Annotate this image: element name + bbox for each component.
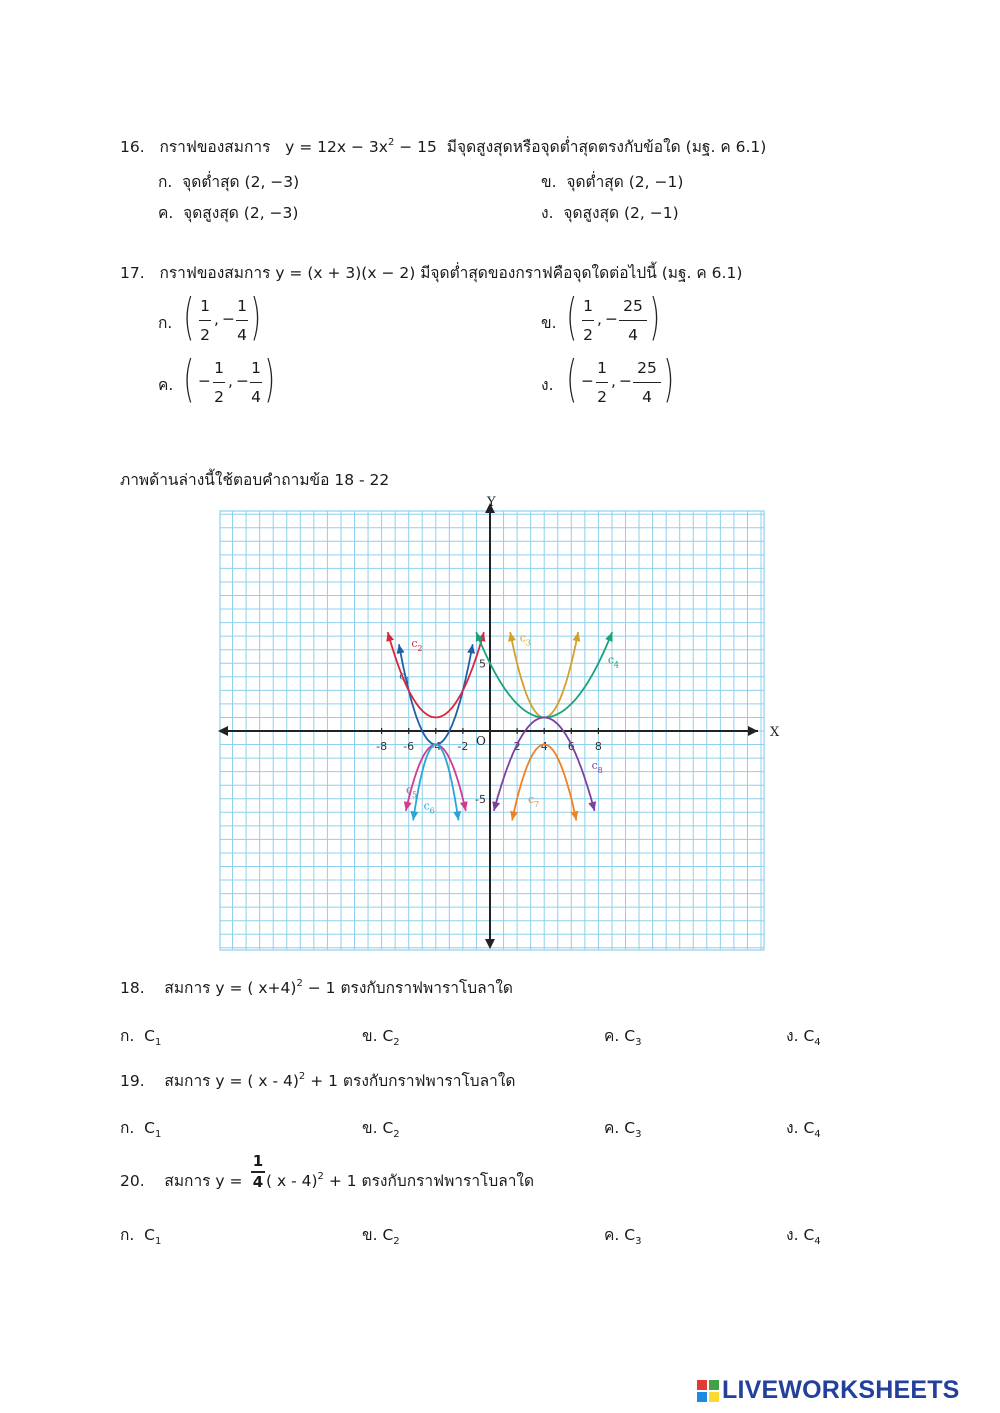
- q20-option-c[interactable]: ค. $C_3$: [604, 1226, 642, 1247]
- question-number: 17.: [120, 264, 145, 282]
- series-label-c6: c: [423, 799, 430, 813]
- x-tick-label: 4: [540, 740, 548, 753]
- series-label-c5: c: [405, 783, 413, 797]
- q16-option-c[interactable]: ค. จุดสูงสุด (2, −3): [158, 204, 299, 222]
- left-paren: (: [183, 288, 195, 346]
- q19-stem: 19. สมการ y = ( x - 4)$^2$ + 1 ตรงกับกราฟพาราโบลาใด: [120, 1071, 516, 1090]
- q20-fraction: 1 4: [252, 1152, 264, 1191]
- question-number: 18.: [120, 979, 145, 997]
- arrowhead-c5: [460, 801, 468, 811]
- series-label-sub-c4: 4: [613, 660, 619, 670]
- graph-intro: ภาพด้านล่างนี้ใช้ตอบคำถามข้อ 18 - 22: [120, 471, 390, 489]
- q20-stem: 20. สมการ y =: [120, 1172, 243, 1190]
- y-fraction: 25 4: [633, 357, 661, 408]
- q18-option-d[interactable]: ง. $C_4$: [786, 1027, 821, 1048]
- x-fraction: 1 2: [597, 359, 607, 406]
- liveworksheets-logo: [697, 1376, 960, 1405]
- logo-blocks-icon: [697, 1380, 719, 1402]
- series-label-sub-c6: 6: [429, 806, 435, 816]
- q16-stem: [120, 134, 766, 159]
- right-paren: ): [264, 350, 276, 408]
- q18-option-a[interactable]: ก. $C_1$: [120, 1027, 162, 1048]
- y-fraction: 25 4: [619, 295, 647, 346]
- q17-text: กราฟของสมการ y = (x + 3)(x − 2) มีจุดต่ำสุดของกราฟคือจุดใดต่อไปนี้ (มฐ. ค 6.1): [159, 264, 743, 282]
- arrowhead-c6: [411, 811, 419, 821]
- q18-option-c[interactable]: ค. $C_3$: [604, 1027, 642, 1048]
- q16-option-a[interactable]: ก. จุดต่ำสุด (2, −3): [158, 173, 300, 191]
- series-label-sub-c5: 5: [411, 790, 418, 800]
- left-paren: (: [183, 350, 195, 408]
- series-label-c1: c: [399, 669, 406, 683]
- series-label-c3: c: [519, 631, 526, 645]
- q16-equation: $y = 12x - 3x^2 - 15$: [285, 137, 437, 156]
- right-paren: ): [250, 288, 262, 346]
- q17-option-d[interactable]: ง. ( − 1 2 , − 25 4 ): [541, 350, 675, 408]
- arrowhead-c3: [508, 632, 516, 642]
- right-paren: ): [663, 350, 675, 408]
- q16-text-pre: กราฟของสมการ: [159, 138, 271, 156]
- q19-option-a[interactable]: ก. $C_1$: [120, 1119, 162, 1140]
- y-fraction: 1 4: [237, 297, 247, 344]
- y-tick-label: 5: [479, 657, 486, 671]
- left-paren: (: [566, 350, 578, 408]
- series-label-c7: c: [527, 792, 535, 806]
- x-tick-label: 2: [513, 740, 521, 753]
- arrowhead-c6: [453, 811, 461, 821]
- x-fraction: 1 2: [583, 297, 593, 344]
- parabola-graph: [218, 495, 778, 955]
- x-tick-label: 6: [567, 740, 575, 753]
- left-paren: (: [566, 288, 578, 346]
- q17-option-a[interactable]: ก. ( 1 2 , − 1 4 ): [158, 288, 262, 346]
- series-label-sub-c7: 7: [533, 799, 540, 809]
- q19-option-d[interactable]: ง. $C_4$: [786, 1119, 821, 1140]
- question-number: 20.: [120, 1172, 145, 1190]
- arrowhead-c4: [605, 632, 612, 642]
- question-number: 16.: [120, 138, 145, 156]
- right-paren: ): [649, 288, 661, 346]
- q20-stem-rest: ( x - 4)$^2$ + 1 ตรงกับกราฟพาราโบลาใด: [266, 1171, 535, 1190]
- q17-option-b[interactable]: ข. ( 1 2 , − 25 4 ): [541, 288, 661, 346]
- q19-option-b[interactable]: ข. $C_2$: [362, 1119, 400, 1140]
- x-fraction: 1 2: [214, 359, 224, 406]
- x-axis-arrow: [748, 726, 758, 736]
- x-fraction: 1 2: [200, 297, 210, 344]
- q20-option-d[interactable]: ง. $C_4$: [786, 1226, 821, 1247]
- q17-option-c[interactable]: ค. ( − 1 2 , − 1 4 ): [158, 350, 276, 408]
- x-axis-label: X: [770, 725, 780, 740]
- q18-stem: 18. สมการ y = ( x+4)$^2$ − 1 ตรงกับกราฟพาราโบลาใด: [120, 978, 513, 997]
- logo-text: LIVEWORKSHEETS: [722, 1376, 960, 1404]
- y-fraction: 1 4: [251, 359, 261, 406]
- arrowhead-c1: [397, 644, 405, 654]
- series-label-c4: c: [607, 653, 615, 667]
- q19-option-c[interactable]: ค. $C_3$: [604, 1119, 642, 1140]
- series-label-c8: c: [591, 758, 598, 772]
- series-label-sub-c8: 8: [597, 765, 603, 775]
- question-number: 19.: [120, 1072, 145, 1090]
- x-tick-label: -4: [430, 740, 442, 753]
- series-label-c2: c: [411, 636, 418, 650]
- parabola-graph-svg: [218, 495, 778, 955]
- series-label-sub-c1: 1: [405, 676, 411, 686]
- arrowhead-c3: [573, 632, 581, 642]
- arrowhead-c5: [404, 801, 412, 811]
- q16-text-post: มีจุดสูงสุดหรือจุดต่ำสุดตรงกับข้อใด (มฐ. ค 6.1): [446, 138, 767, 156]
- y-tick-label: -5: [475, 792, 486, 806]
- q17-stem: [120, 260, 742, 285]
- q20-option-a[interactable]: ก. $C_1$: [120, 1226, 162, 1247]
- x-tick-label: 8: [594, 740, 602, 753]
- q20-option-b[interactable]: ข. $C_2$: [362, 1226, 400, 1247]
- x-tick-label: -8: [376, 740, 388, 753]
- x-tick-label: -2: [457, 740, 469, 753]
- q16-option-d[interactable]: ง. จุดสูงสุด (2, −1): [541, 204, 679, 222]
- q18-option-b[interactable]: ข. $C_2$: [362, 1027, 400, 1048]
- arrowhead-c1: [467, 644, 475, 654]
- series-label-sub-c3: 3: [525, 638, 531, 648]
- series-label-sub-c2: 2: [417, 643, 423, 653]
- y-axis-label: Y: [487, 495, 496, 510]
- q16-option-b[interactable]: ข. จุดต่ำสุด (2, −1): [541, 173, 684, 191]
- origin-label: O: [476, 734, 486, 748]
- x-tick-label: -6: [403, 740, 415, 753]
